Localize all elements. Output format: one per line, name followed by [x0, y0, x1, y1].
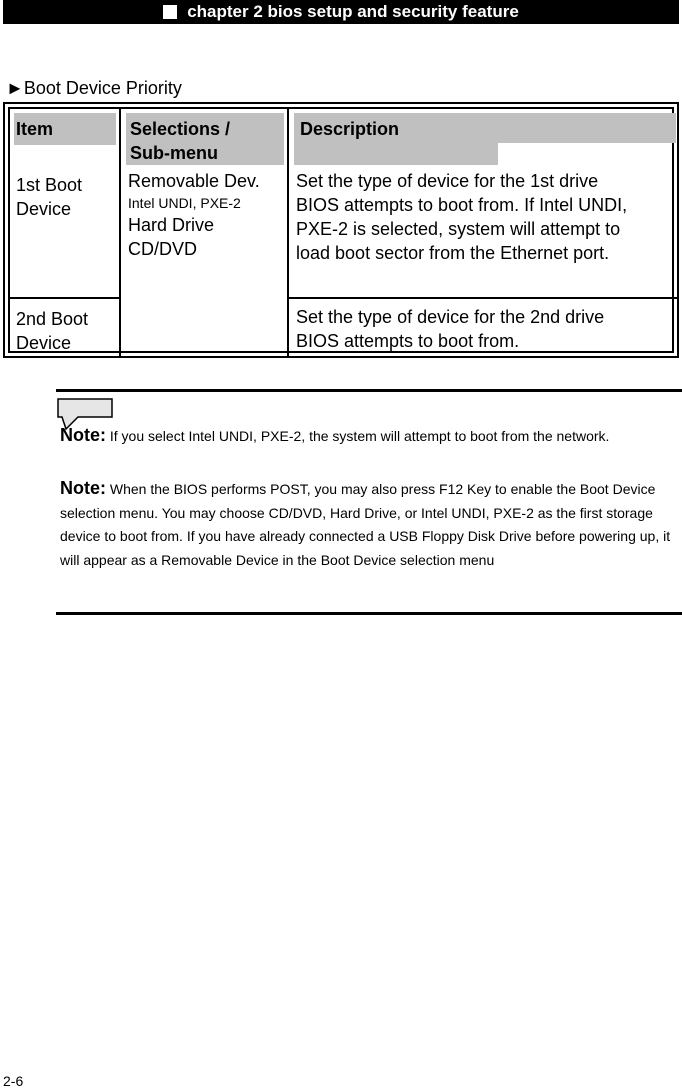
row2-item-line1: 2nd Boot	[16, 309, 89, 329]
row2-description-line1: Set the type of device for the 2nd drive	[296, 307, 605, 327]
boot-priority-table	[3, 102, 679, 358]
row-divider-2	[289, 297, 678, 299]
note-1	[60, 424, 680, 449]
note-bottom-rule	[56, 612, 682, 615]
table-inner-frame	[8, 107, 674, 353]
row-divider-1	[10, 297, 119, 299]
note-1-text: If you select Intel UNDI, PXE-2, the system will attempt to boot from the network.	[106, 428, 610, 444]
row2-item-line2: Device	[16, 333, 72, 353]
note-1-label: Note:	[60, 425, 106, 445]
selection-option-1: Removable Dev.	[128, 171, 260, 191]
chapter-header-bar	[3, 0, 679, 24]
row1-description-line3: PXE-2 is selected, system will attempt to	[296, 219, 621, 239]
row1-description-line2: BIOS attempts to boot from. If Intel UNDI,	[296, 195, 628, 215]
square-bullet-icon	[163, 5, 177, 19]
note-2-text: When the BIOS performs POST, you may also press F12 Key to enable the Boot Device selection menu. You may choose CD/DVD, Hard Drive, or Intel UNDI, PXE-2 as the first storage device to boot from. If you have already connected a USB Floppy Disk Drive before powering up, it will appear as a Removable Device in the Boot Device selection menu	[60, 481, 671, 568]
note-box	[56, 389, 682, 615]
selection-option-3: Hard Drive	[128, 215, 215, 235]
note-2	[60, 477, 680, 572]
col-divider-1	[119, 109, 121, 357]
row1-item-line2: Device	[16, 199, 72, 219]
row1-description-line1: Set the type of device for the 1st drive	[296, 171, 599, 191]
selection-option-2: Intel UNDI, PXE-2	[128, 195, 241, 211]
row1-description-line4: load boot sector from the Ethernet port.	[296, 243, 610, 263]
header-item: Item	[16, 119, 54, 139]
col-divider-2	[287, 109, 289, 357]
row2-description-line2: BIOS attempts to boot from.	[296, 331, 520, 351]
header-selections-line2: Sub-menu	[130, 143, 218, 163]
page-number: 2-6	[3, 1073, 24, 1089]
selection-option-4: CD/DVD	[128, 239, 198, 259]
header-description-bg-lower	[294, 143, 498, 165]
header-selections-line1: Selections /	[130, 119, 231, 139]
note-2-label: Note:	[60, 478, 106, 498]
section-title: ►Boot Device Priority	[6, 78, 182, 98]
row1-item-line1: 1st Boot	[16, 175, 83, 195]
note-top-rule	[56, 389, 682, 392]
chapter-title: chapter 2 bios setup and security feature	[187, 2, 519, 21]
header-description: Description	[300, 119, 400, 139]
